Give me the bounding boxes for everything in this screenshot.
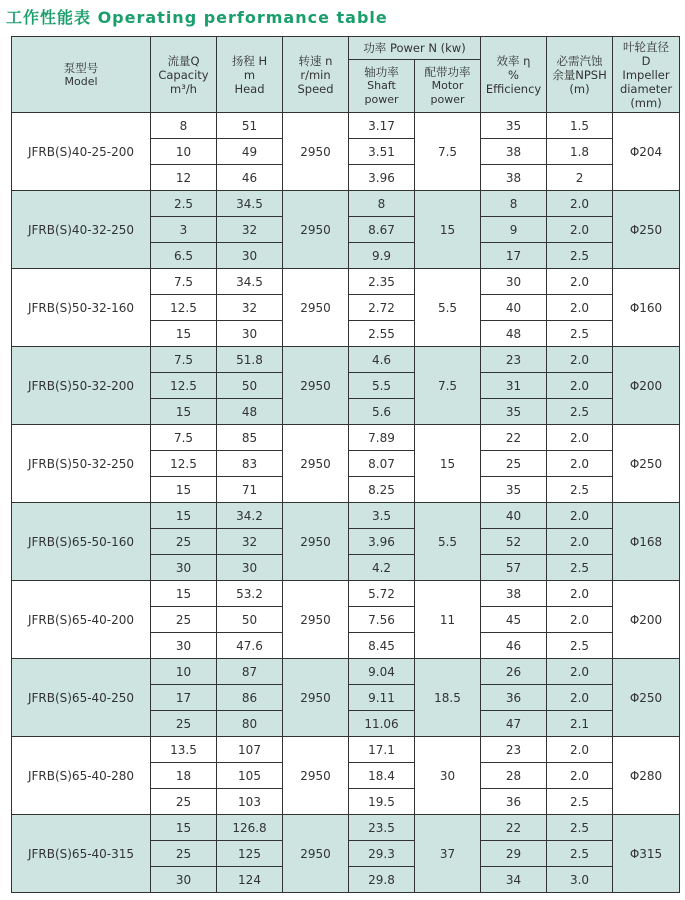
shaft-power-cell: 9.04 — [349, 659, 415, 685]
model-cell: JFRB(S)40-25-200 — [12, 113, 151, 191]
flow-cell: 7.5 — [151, 269, 217, 295]
shaft-power-cell: 7.56 — [349, 607, 415, 633]
model-cell: JFRB(S)65-40-280 — [12, 737, 151, 815]
model-cell: JFRB(S)65-40-315 — [12, 815, 151, 893]
motor-power-cell: 5.5 — [415, 503, 481, 581]
shaft-power-cell: 9.11 — [349, 685, 415, 711]
table-row — [12, 581, 680, 607]
npsh-cell: 2.0 — [547, 269, 613, 295]
npsh-cell: 2.0 — [547, 425, 613, 451]
shaft-power-cell: 5.5 — [349, 373, 415, 399]
flow-cell: 18 — [151, 763, 217, 789]
motor-power-cell: 37 — [415, 815, 481, 893]
flow-cell: 8 — [151, 113, 217, 139]
efficiency-cell: 38 — [481, 139, 547, 165]
efficiency-cell: 31 — [481, 373, 547, 399]
impeller-cell: Φ168 — [613, 503, 680, 581]
head-cell: 86 — [217, 685, 283, 711]
head-cell: 80 — [217, 711, 283, 737]
head-cell: 50 — [217, 607, 283, 633]
efficiency-cell: 8 — [481, 191, 547, 217]
npsh-cell: 2.5 — [547, 321, 613, 347]
efficiency-cell: 26 — [481, 659, 547, 685]
flow-cell: 15 — [151, 815, 217, 841]
flow-cell: 3 — [151, 217, 217, 243]
head-cell: 32 — [217, 529, 283, 555]
efficiency-cell: 36 — [481, 685, 547, 711]
motor-power-cell: 15 — [415, 191, 481, 269]
header-power: 功率 Power N (kw) — [349, 37, 481, 60]
shaft-power-cell: 7.89 — [349, 425, 415, 451]
flow-cell: 7.5 — [151, 425, 217, 451]
efficiency-cell: 48 — [481, 321, 547, 347]
head-cell: 51 — [217, 113, 283, 139]
efficiency-cell: 45 — [481, 607, 547, 633]
flow-cell: 13.5 — [151, 737, 217, 763]
model-cell: JFRB(S)65-40-250 — [12, 659, 151, 737]
head-cell: 48 — [217, 399, 283, 425]
npsh-cell: 2.5 — [547, 243, 613, 269]
flow-cell: 12.5 — [151, 373, 217, 399]
npsh-cell: 2.5 — [547, 555, 613, 581]
table-row — [12, 737, 680, 763]
shaft-power-cell: 3.96 — [349, 529, 415, 555]
model-cell: JFRB(S)40-32-250 — [12, 191, 151, 269]
head-cell: 103 — [217, 789, 283, 815]
head-cell: 53.2 — [217, 581, 283, 607]
shaft-power-cell: 3.5 — [349, 503, 415, 529]
head-cell: 85 — [217, 425, 283, 451]
speed-cell: 2950 — [283, 113, 349, 191]
motor-power-cell: 30 — [415, 737, 481, 815]
efficiency-cell: 46 — [481, 633, 547, 659]
shaft-power-cell: 3.17 — [349, 113, 415, 139]
efficiency-cell: 22 — [481, 425, 547, 451]
flow-cell: 12 — [151, 165, 217, 191]
table-row — [12, 503, 680, 529]
shaft-power-cell: 3.96 — [349, 165, 415, 191]
efficiency-cell: 23 — [481, 737, 547, 763]
flow-cell: 15 — [151, 399, 217, 425]
flow-cell: 12.5 — [151, 451, 217, 477]
header-impeller: 叶轮直径 D Impeller diameter (mm) — [613, 37, 680, 113]
head-cell: 51.8 — [217, 347, 283, 373]
efficiency-cell: 17 — [481, 243, 547, 269]
table-row — [12, 815, 680, 841]
shaft-power-cell: 4.6 — [349, 347, 415, 373]
impeller-cell: Φ250 — [613, 425, 680, 503]
motor-power-cell: 15 — [415, 425, 481, 503]
flow-cell: 10 — [151, 139, 217, 165]
flow-cell: 15 — [151, 503, 217, 529]
head-cell: 49 — [217, 139, 283, 165]
npsh-cell: 3.0 — [547, 867, 613, 893]
npsh-cell: 2.5 — [547, 399, 613, 425]
head-cell: 87 — [217, 659, 283, 685]
head-cell: 83 — [217, 451, 283, 477]
head-cell: 30 — [217, 321, 283, 347]
motor-power-cell: 11 — [415, 581, 481, 659]
npsh-cell: 2.0 — [547, 529, 613, 555]
flow-cell: 2.5 — [151, 191, 217, 217]
table-body — [12, 113, 680, 893]
head-cell: 50 — [217, 373, 283, 399]
efficiency-cell: 35 — [481, 477, 547, 503]
table-header — [12, 37, 680, 113]
efficiency-cell: 52 — [481, 529, 547, 555]
motor-power-cell: 18.5 — [415, 659, 481, 737]
flow-cell: 10 — [151, 659, 217, 685]
npsh-cell: 2.5 — [547, 789, 613, 815]
npsh-cell: 2.0 — [547, 737, 613, 763]
table-row — [12, 425, 680, 451]
shaft-power-cell: 5.6 — [349, 399, 415, 425]
efficiency-cell: 57 — [481, 555, 547, 581]
shaft-power-cell: 8.45 — [349, 633, 415, 659]
impeller-cell: Φ200 — [613, 347, 680, 425]
speed-cell: 2950 — [283, 191, 349, 269]
flow-cell: 30 — [151, 633, 217, 659]
npsh-cell: 2.0 — [547, 763, 613, 789]
efficiency-cell: 28 — [481, 763, 547, 789]
npsh-cell: 2.1 — [547, 711, 613, 737]
efficiency-cell: 36 — [481, 789, 547, 815]
header-npsh: 必需汽蚀 余量NPSH (m) — [547, 37, 613, 113]
flow-cell: 25 — [151, 789, 217, 815]
speed-cell: 2950 — [283, 737, 349, 815]
model-cell: JFRB(S)65-40-200 — [12, 581, 151, 659]
head-cell: 34.5 — [217, 191, 283, 217]
npsh-cell: 2.0 — [547, 503, 613, 529]
shaft-power-cell: 29.8 — [349, 867, 415, 893]
npsh-cell: 1.5 — [547, 113, 613, 139]
head-cell: 105 — [217, 763, 283, 789]
header-shaft-power: 轴功率 Shaft power — [349, 60, 415, 113]
header-flow: 流量Q Capacity m³/h — [151, 37, 217, 113]
npsh-cell: 2.0 — [547, 295, 613, 321]
npsh-cell: 2.0 — [547, 347, 613, 373]
efficiency-cell: 34 — [481, 867, 547, 893]
flow-cell: 6.5 — [151, 243, 217, 269]
efficiency-cell: 22 — [481, 815, 547, 841]
impeller-cell: Φ160 — [613, 269, 680, 347]
motor-power-cell: 5.5 — [415, 269, 481, 347]
impeller-cell: Φ204 — [613, 113, 680, 191]
table-row — [12, 659, 680, 685]
efficiency-cell: 9 — [481, 217, 547, 243]
shaft-power-cell: 23.5 — [349, 815, 415, 841]
shaft-power-cell: 8.07 — [349, 451, 415, 477]
model-cell: JFRB(S)50-32-250 — [12, 425, 151, 503]
shaft-power-cell: 17.1 — [349, 737, 415, 763]
shaft-power-cell: 2.72 — [349, 295, 415, 321]
table-row — [12, 113, 680, 139]
flow-cell: 15 — [151, 581, 217, 607]
impeller-cell: Φ315 — [613, 815, 680, 893]
shaft-power-cell: 2.55 — [349, 321, 415, 347]
header-motor-power: 配带功率 Motor power — [415, 60, 481, 113]
efficiency-cell: 40 — [481, 503, 547, 529]
model-cell: JFRB(S)50-32-200 — [12, 347, 151, 425]
speed-cell: 2950 — [283, 581, 349, 659]
motor-power-cell: 7.5 — [415, 347, 481, 425]
npsh-cell: 2.0 — [547, 607, 613, 633]
page-title: 工作性能表 Operating performance table — [6, 8, 388, 27]
shaft-power-cell: 19.5 — [349, 789, 415, 815]
efficiency-cell: 40 — [481, 295, 547, 321]
shaft-power-cell: 29.3 — [349, 841, 415, 867]
header-efficiency: 效率 η % Efficiency — [481, 37, 547, 113]
npsh-cell: 2.0 — [547, 217, 613, 243]
npsh-cell: 2.0 — [547, 659, 613, 685]
table-row — [12, 269, 680, 295]
head-cell: 47.6 — [217, 633, 283, 659]
model-cell: JFRB(S)65-50-160 — [12, 503, 151, 581]
shaft-power-cell: 8.67 — [349, 217, 415, 243]
npsh-cell: 2.0 — [547, 191, 613, 217]
performance-table — [11, 36, 680, 893]
efficiency-cell: 47 — [481, 711, 547, 737]
head-cell: 34.2 — [217, 503, 283, 529]
head-cell: 30 — [217, 243, 283, 269]
speed-cell: 2950 — [283, 269, 349, 347]
speed-cell: 2950 — [283, 815, 349, 893]
head-cell: 71 — [217, 477, 283, 503]
head-cell: 34.5 — [217, 269, 283, 295]
efficiency-cell: 38 — [481, 165, 547, 191]
motor-power-cell: 7.5 — [415, 113, 481, 191]
flow-cell: 30 — [151, 867, 217, 893]
shaft-power-cell: 3.51 — [349, 139, 415, 165]
head-cell: 32 — [217, 295, 283, 321]
table-row — [12, 191, 680, 217]
speed-cell: 2950 — [283, 425, 349, 503]
efficiency-cell: 23 — [481, 347, 547, 373]
flow-cell: 25 — [151, 711, 217, 737]
npsh-cell: 2.0 — [547, 373, 613, 399]
shaft-power-cell: 5.72 — [349, 581, 415, 607]
efficiency-cell: 38 — [481, 581, 547, 607]
speed-cell: 2950 — [283, 659, 349, 737]
efficiency-cell: 30 — [481, 269, 547, 295]
npsh-cell: 2.5 — [547, 841, 613, 867]
shaft-power-cell: 8.25 — [349, 477, 415, 503]
header-speed: 转速 n r/min Speed — [283, 37, 349, 113]
npsh-cell: 2.0 — [547, 451, 613, 477]
flow-cell: 17 — [151, 685, 217, 711]
flow-cell: 15 — [151, 321, 217, 347]
npsh-cell: 2.5 — [547, 633, 613, 659]
head-cell: 126.8 — [217, 815, 283, 841]
flow-cell: 15 — [151, 477, 217, 503]
header-head: 扬程 H m Head — [217, 37, 283, 113]
npsh-cell: 1.8 — [547, 139, 613, 165]
flow-cell: 7.5 — [151, 347, 217, 373]
shaft-power-cell: 2.35 — [349, 269, 415, 295]
impeller-cell: Φ200 — [613, 581, 680, 659]
flow-cell: 25 — [151, 607, 217, 633]
table-row — [12, 347, 680, 373]
impeller-cell: Φ250 — [613, 191, 680, 269]
speed-cell: 2950 — [283, 503, 349, 581]
speed-cell: 2950 — [283, 347, 349, 425]
efficiency-cell: 35 — [481, 399, 547, 425]
shaft-power-cell: 18.4 — [349, 763, 415, 789]
model-cell: JFRB(S)50-32-160 — [12, 269, 151, 347]
head-cell: 124 — [217, 867, 283, 893]
head-cell: 46 — [217, 165, 283, 191]
impeller-cell: Φ280 — [613, 737, 680, 815]
npsh-cell: 2.5 — [547, 477, 613, 503]
shaft-power-cell: 9.9 — [349, 243, 415, 269]
npsh-cell: 2.0 — [547, 685, 613, 711]
npsh-cell: 2.0 — [547, 581, 613, 607]
shaft-power-cell: 11.06 — [349, 711, 415, 737]
head-cell: 107 — [217, 737, 283, 763]
flow-cell: 30 — [151, 555, 217, 581]
shaft-power-cell: 8 — [349, 191, 415, 217]
shaft-power-cell: 4.2 — [349, 555, 415, 581]
flow-cell: 25 — [151, 841, 217, 867]
efficiency-cell: 29 — [481, 841, 547, 867]
head-cell: 125 — [217, 841, 283, 867]
head-cell: 32 — [217, 217, 283, 243]
npsh-cell: 2 — [547, 165, 613, 191]
flow-cell: 12.5 — [151, 295, 217, 321]
efficiency-cell: 25 — [481, 451, 547, 477]
header-model: 泵型号 Model — [12, 37, 151, 113]
head-cell: 30 — [217, 555, 283, 581]
efficiency-cell: 35 — [481, 113, 547, 139]
flow-cell: 25 — [151, 529, 217, 555]
npsh-cell: 2.5 — [547, 815, 613, 841]
impeller-cell: Φ250 — [613, 659, 680, 737]
